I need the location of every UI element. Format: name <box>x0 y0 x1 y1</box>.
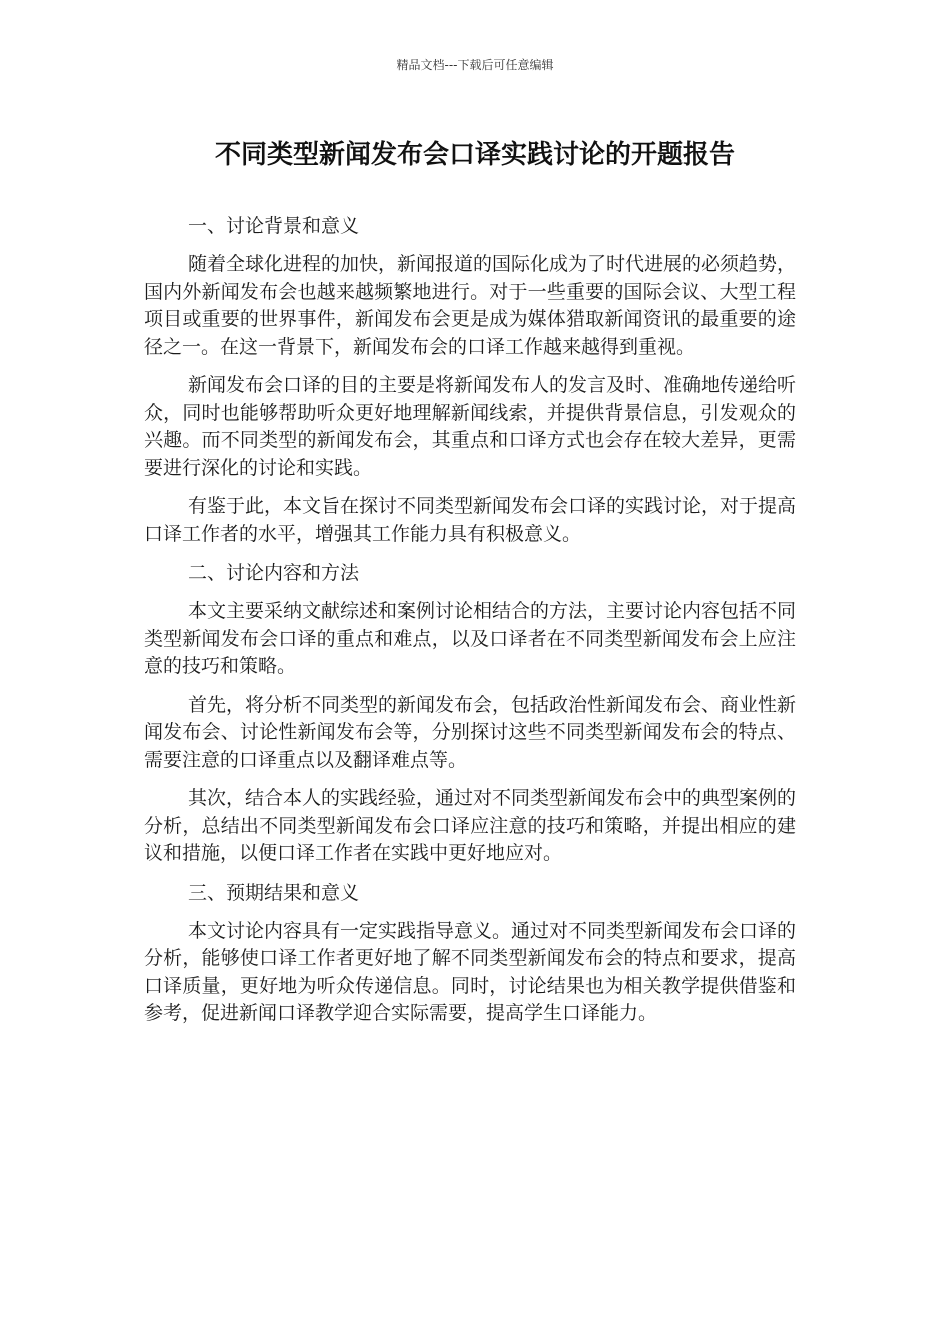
paragraph: 新闻发布会口译的目的主要是将新闻发布人的发言及时、准确地传递给听众，同时也能够帮助听众更好地理解新闻线索，并提供背景信息，引发观众的兴趣。而不同类型的新闻发布会，其重点和口译方式也会存在较大差异，更需要进行深化的讨论和实践。 <box>144 374 797 479</box>
document-title: 不同类型新闻发布会口译实践讨论的开题报告 <box>214 140 735 170</box>
paragraph: 有鉴于此，本文旨在探讨不同类型新闻发布会口译的实践讨论，对于提高口译工作者的水平，增强其工作能力具有积极意义。 <box>144 495 797 545</box>
section-content-method <box>144 559 796 868</box>
page-header: 精品文档---下载后可任意编辑 <box>396 58 554 72</box>
document-body <box>144 212 796 1039</box>
section-background <box>144 212 796 548</box>
paragraph: 本文讨论内容具有一定实践指导意义。通过对不同类型新闻发布会口译的分析，能够使口译工作者更好地了解不同类型新闻发布会的特点和要求，提高口译质量，更好地为听众传递信息。同时，讨论结果也为相关教学提供借鉴和参考，促进新闻口译教学迎合实际需要，提高学生口译能力。 <box>144 919 797 1024</box>
paragraph: 本文主要采纳文献综述和案例讨论相结合的方法，主要讨论内容包括不同类型新闻发布会口译的重点和难点，以及口译者在不同类型新闻发布会上应注意的技巧和策略。 <box>144 600 797 677</box>
section-heading: 三、预期结果和意义 <box>188 881 360 904</box>
paragraph: 首先，将分析不同类型的新闻发布会，包括政治性新闻发布会、商业性新闻发布会、讨论性新闻发布会等，分别探讨这些不同类型新闻发布会的特点、需要注意的口译重点以及翻译难点等。 <box>144 693 797 771</box>
section-heading: 一、讨论背景和意义 <box>188 215 360 237</box>
paragraph: 其次，结合本人的实践经验，通过对不同类型新闻发布会中的典型案例的分析，总结出不同类型新闻发布会口译应注意的技巧和策略，并提出相应的建议和措施，以便口译工作者在实践中更好地应对。 <box>144 787 797 864</box>
paragraph: 随着全球化进程的加快，新闻报道的国际化成为了时代进展的必须趋势，国内外新闻发布会也越来越频繁地进行。对于一些重要的国际会议、大型工程项目或重要的世界事件，新闻发布会更是成为媒体猎取新闻资讯的最重要的途径之一。在这一背景下，新闻发布会的口译工作越来越得到重视。 <box>144 253 797 358</box>
section-heading: 二、讨论内容和方法 <box>188 562 360 584</box>
section-expected-results <box>144 879 796 1028</box>
